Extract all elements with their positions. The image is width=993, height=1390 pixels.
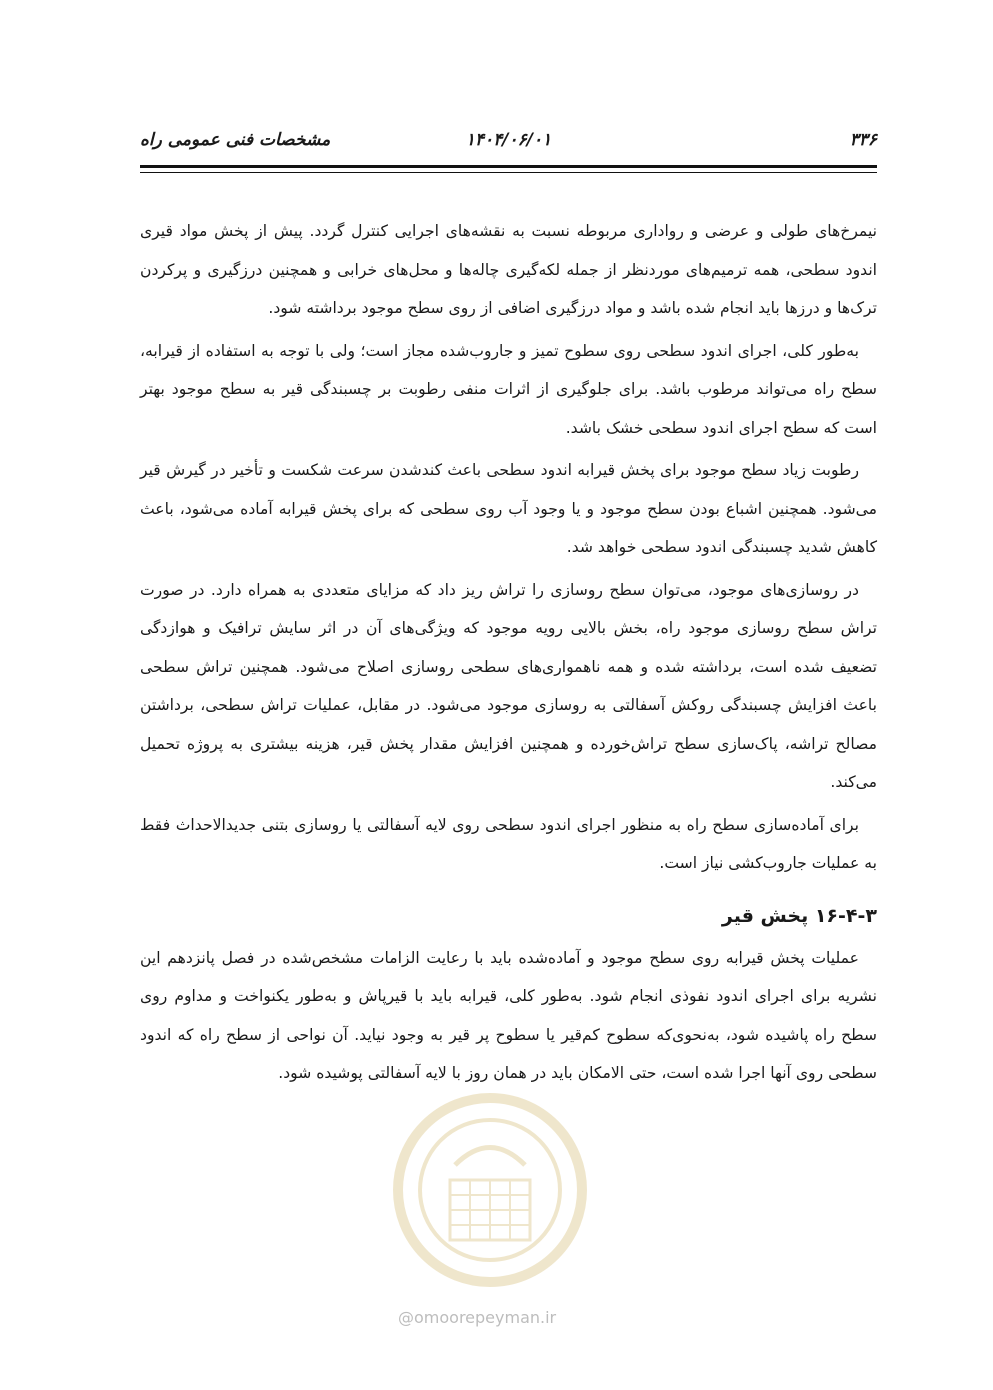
header-title: مشخصات فنی عمومی راه [140,130,331,150]
paragraph: در روسازی‌های موجود، می‌توان سطح روسازی را تراش ریز داد که مزایای متعددی به همراه دارد. در صورت تراش سطح روسازی موجود راه، بخش بالایی رویه موجود که ویژگی‌های آن در اثر سایش ترافیک و هوازدگی تضعیف شده است، برداشته شده و همه ناهمواری‌های سطحی روسازی اصلاح می‌شود. همچنین تراش سطحی باعث افزایش چسبندگی روکش آسفالتی به روسازی موجود می‌شود. در مقابل، عملیات تراش سطحی، برداشتن مصالح تراشه، پاک‌سازی سطح تراش‌خورده و همچنین افزایش مقدار پخش قیر، هزینه بیشتری به پروژه تحمیل می‌کند. [140,580,877,791]
header-rule-thick [140,165,877,168]
document-body [140,212,877,1097]
header-date: ۱۴۰۴/۰۶/۰۱ [465,130,552,150]
paragraph: رطوبت زیاد سطح موجود برای پخش قیرابه اندود سطحی باعث کندشدن سرعت شکست و تأخیر در گیرش قیر می‌شود. همچنین اشباع بودن سطح موجود و یا وجود آب روی سطحی که برای پخش قیرابه آماده می‌شود، باعث کاهش شدید چسبندگی اندود سطحی خواهد شد. [140,461,877,556]
paragraph: نیمرخ‌های طولی و عرضی و رواداری مربوطه نسبت به نقشه‌های اجرایی کنترل گردد. پیش از پخش مواد قیری اندود سطحی، همه ترمیم‌های موردنظر از جمله لکه‌گیری چاله‌ها و محل‌های خرابی و همچنین درزگیری و پرکردن ترک‌ها و درزها باید انجام شده باشد و مواد درزگیری اضافی از روی سطح موجود برداشته شود. [140,222,877,317]
paragraph: به‌طور کلی، اجرای اندود سطحی روی سطوح تمیز و جاروب‌شده مجاز است؛ ولی با توجه به استفاده از قیرابه، سطح راه می‌تواند مرطوب باشد. برای جلوگیری از اثرات منفی رطوبت بر چسبندگی قیر به سطح موجود بهتر است که سطح اجرای اندود سطحی خشک باشد. [140,341,877,437]
section-heading: ۱۶-۴-۳ پخش قیر [721,904,877,927]
paragraph: برای آماده‌سازی سطح راه به منظور اجرای اندود سطحی روی لایه آسفالتی یا روسازی بتنی جدیدالاحداث فقط به عملیات جاروب‌کشی نیاز است. [140,815,877,872]
watermark-text: @omoorepeyman.ir [398,1308,557,1327]
page-number: ۳۳۶ [849,130,877,150]
header-rule-thin [140,172,877,173]
paragraph: عملیات پخش قیرابه روی سطح موجود و آماده‌شده باید با رعایت الزامات مشخص‌شده در فصل پانزدهم این نشریه برای اجرای اندود نفوذی انجام شود. به‌طور کلی، قیرابه باید با قیرپاش و به‌طور یکنواخت و مداوم روی سطح راه پاشیده شود، به‌نحوی‌که سطوح کم‌قیر یا سطوح پر قیر به وجود نیاید. آن نواحی از سطح راه که اندود سطحی روی آنها اجرا شده است، حتی الامکان باید در همان روز با لایه آسفالتی پوشیده شود. [140,948,877,1082]
watermark-logo-icon [385,1090,595,1290]
page-header [140,126,877,156]
